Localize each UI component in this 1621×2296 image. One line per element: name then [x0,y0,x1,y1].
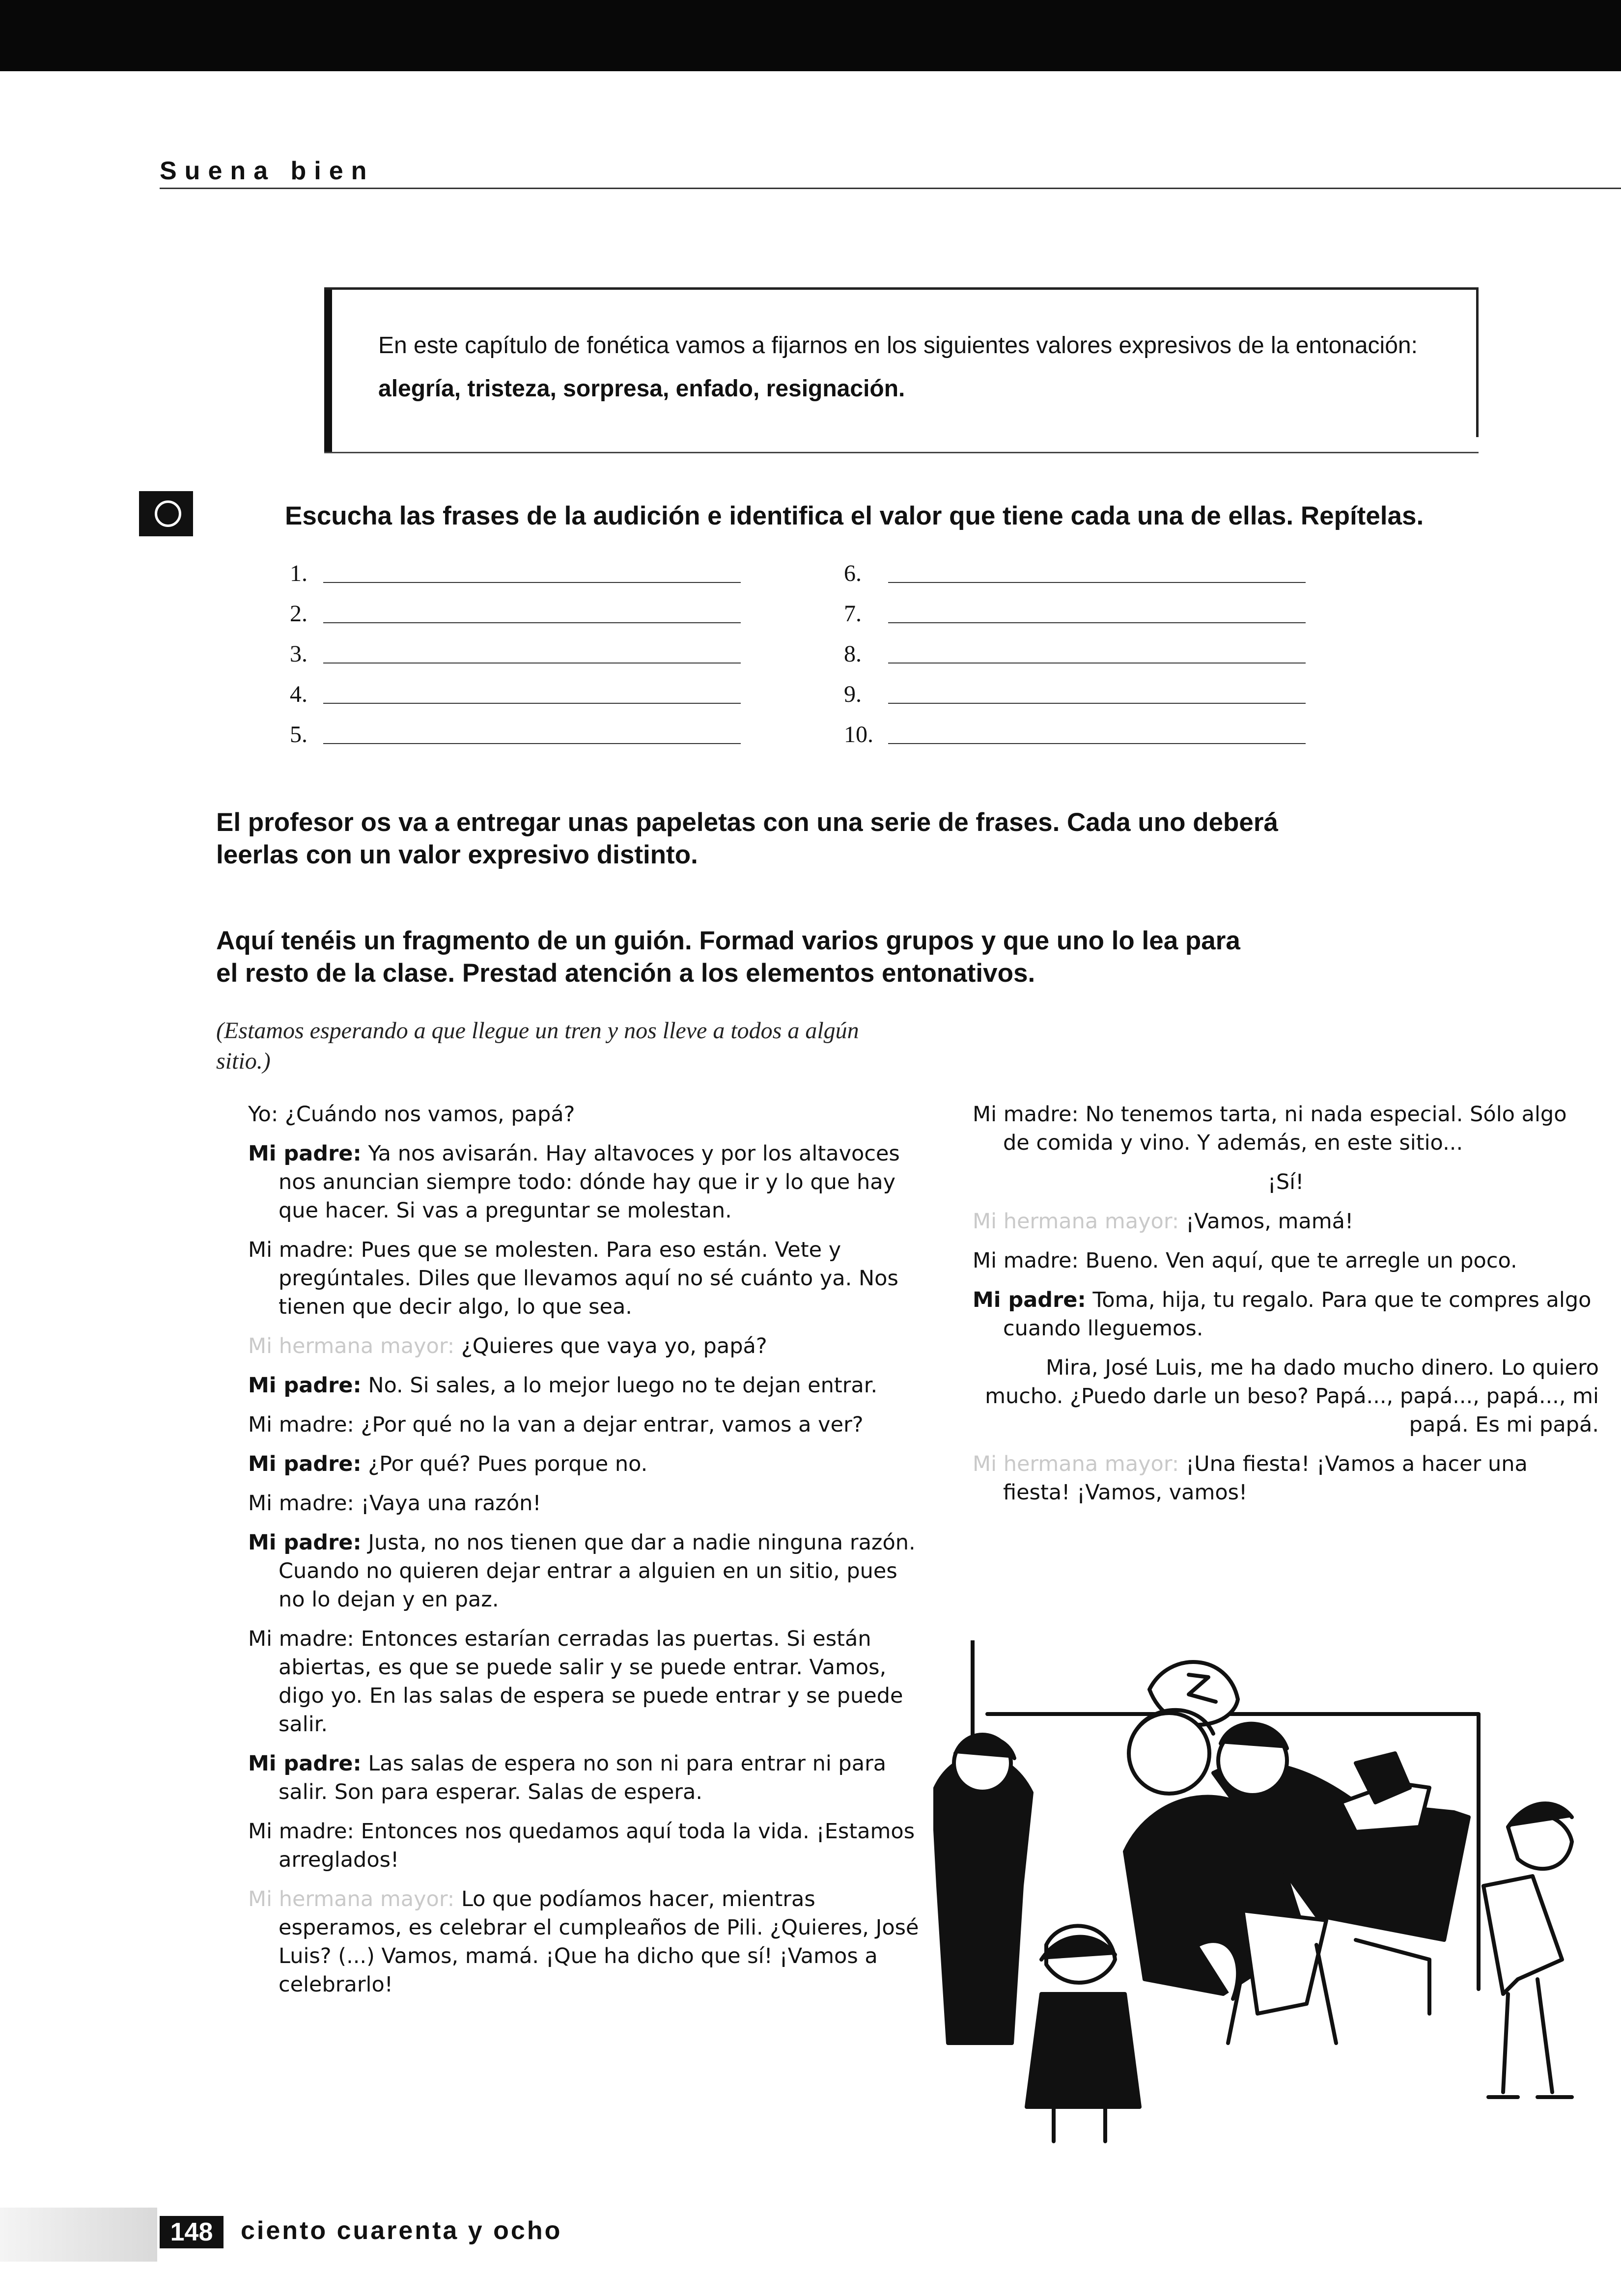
audio-cd-icon [139,491,193,536]
dialogue-text: ¡Una fiesta! ¡Vamos a hacer una fiesta! ¡Vamos, vamos! [1003,1452,1528,1505]
dialogue-line [248,1139,921,1225]
intro-line-1: En este capítulo de fonética vamos a fijarnos en los siguientes valores expresivos de la entonación: [378,332,1418,359]
speaker-label: Yo: [248,1102,279,1127]
speaker-label: Mi padre: [248,1452,362,1476]
dialogue-line [248,1100,921,1129]
top-black-band [0,0,1621,71]
speaker-label: Mi padre: [973,1288,1086,1312]
answer-number: 3. [290,641,307,667]
speaker-label: Mi madre: [248,1819,354,1844]
answer-number: 6. [844,560,862,586]
answer-blank[interactable] [323,622,741,623]
answer-row[interactable] [290,640,747,681]
dialogue-text: Toma, hija, tu regalo. Para que te compres algo cuando lleguemos. [1003,1288,1592,1341]
speaker-label: Mi padre: [248,1751,362,1776]
dialogue-text: Justa, no nos tienen que dar a nadie ninguna razón. Cuando no quieren dejar entrar a alguien en un sitio, pues no lo dejan y en paz. [279,1530,916,1612]
answer-blank[interactable] [323,582,741,583]
speaker-label: Mi madre: [973,1248,1079,1273]
answer-row[interactable] [844,721,1315,761]
dialogue-line [248,1411,921,1439]
answer-blank[interactable] [323,703,741,704]
dialogue-text: Lo que podíamos hacer, mientras esperamos, es celebrar el cumpleaños de Pili. ¿Quieres, José Luis? (...) Vamos, mamá. ¡Que ha dicho que sí! ¡Vamos a celebrarlo! [279,1887,919,1997]
dialogue-text: Bueno. Ven aquí, que te arregle un poco. [1085,1248,1517,1273]
dialogue-text: ¿Por qué no la van a dejar entrar, vamos a ver? [361,1412,864,1437]
answer-row[interactable] [844,560,1315,600]
answer-blank[interactable] [323,743,741,744]
answer-row[interactable] [844,600,1315,640]
answer-blank[interactable] [323,663,741,664]
dialogue-line [973,1246,1599,1275]
dialogue-right-column [973,1100,1599,1518]
answer-row[interactable] [290,600,747,640]
speaker-label: Mi madre: [248,1627,354,1651]
dialogue-text: No. Si sales, a lo mejor luego no te dejan entrar. [368,1373,878,1398]
dialogue-line [973,1450,1599,1507]
dialogue-line [973,1286,1599,1343]
answer-number: 1. [290,560,307,586]
answer-row[interactable] [290,681,747,721]
answer-row[interactable] [844,681,1315,721]
answer-number: 5. [290,721,307,747]
answer-number: 7. [844,601,862,627]
dialogue-line [248,1625,921,1739]
dialogue-left-column [248,1100,921,2010]
answer-blank[interactable] [888,582,1306,583]
answer-number: 4. [290,681,307,707]
answer-number: 9. [844,681,862,707]
dialogue-text: Entonces estarían cerradas las puertas. Si están abiertas, es que se puede salir y se puede entrar. Vamos, digo yo. En las salas de espera se puede entrar y se puede salir. [279,1627,903,1737]
speaker-label: Mi padre: [248,1141,362,1166]
exercise-2-line-2: leerlas con un valor expresivo distinto. [216,840,698,869]
dialogue-text: No tenemos tarta, ni nada especial. Sólo algo de comida y vino. Y además, en este sitio... [1003,1102,1567,1155]
dialogue-text: Ya nos avisarán. Hay altavoces y por los altavoces nos anuncian siempre todo: dónde hay que ir y lo que hay que hacer. Si vas a preguntar se molestan. [279,1141,900,1223]
answer-blank[interactable] [888,703,1306,704]
stage-direction: (Estamos esperando a que llegue un tren y nos lleve a todos a algún sitio.) [216,1018,859,1074]
page-number: 148 [160,2216,224,2248]
exercise-2-line-1: El profesor os va a entregar unas papeletas con una serie de frases. Cada uno deberá [216,808,1279,837]
answer-blank[interactable] [888,743,1306,744]
dialogue-line [973,1100,1599,1157]
page-number-words: ciento cuarenta y ocho [241,2216,562,2245]
dialogue-line [248,1528,921,1614]
intro-text [378,324,1469,411]
exercise-2-instruction [216,806,1444,871]
dialogue-text: Entonces nos quedamos aquí toda la vida. ¡Estamos arreglados! [279,1819,915,1872]
speaker-label: Mi padre: [248,1530,362,1555]
dialogue-line [248,1236,921,1321]
answer-list-left [290,560,747,766]
answer-number: 8. [844,641,862,667]
dialogue-line [248,1332,921,1360]
dialogue-text: ¡Vamos, mamá! [1185,1209,1354,1234]
speaker-label: Mi madre: [248,1238,354,1262]
dialogue-line [973,1354,1599,1439]
section-title: Suena bien [160,157,375,185]
exercise-3-line-2: el resto de la clase. Prestad atención a los elementos entonativos. [216,959,1035,988]
speaker-label: Mi padre: [248,1373,362,1398]
dialogue-line [248,1371,921,1400]
dialogue-text: ¿Cuándo nos vamos, papá? [285,1102,575,1127]
footer-left-shading [0,2208,157,2262]
dialogue-text: ¿Quieres que vaya yo, papá? [461,1334,767,1358]
answer-number: 2. [290,601,307,627]
answer-blank[interactable] [888,622,1306,623]
speaker-label: Mi hermana mayor: [973,1452,1179,1476]
dialogue-line [248,1817,921,1874]
answer-row[interactable] [290,721,747,761]
speaker-label: Mi hermana mayor: [248,1887,455,1911]
dialogue-text: ¡Sí! [1267,1170,1304,1194]
answer-number: 10. [844,721,873,747]
answer-row[interactable] [844,640,1315,681]
dialogue-line [248,1885,921,1999]
dialogue-text: Las salas de espera no son ni para entrar ni para salir. Son para esperar. Salas de espera. [279,1751,887,1804]
dialogue-line [248,1489,921,1518]
speaker-label: Mi hermana mayor: [248,1334,455,1358]
speaker-label: Mi madre: [248,1412,354,1437]
speaker-label: Mi hermana mayor: [973,1209,1179,1234]
exercise-1-instruction: Escucha las frases de la audición e identifica el valor que tiene cada una de ellas. Repítelas. [285,501,1424,530]
dialogue-text: ¿Por qué? Pues porque no. [368,1452,648,1476]
exercise-3-line-1: Aquí tenéis un fragmento de un guión. Formad varios grupos y que uno lo lea para [216,926,1240,955]
speaker-label: Mi madre: [248,1491,354,1516]
answer-row[interactable] [290,560,747,600]
exercise-3-instruction [216,925,1444,990]
answer-blank[interactable] [888,663,1306,664]
speaker-label: Mi madre: [973,1102,1079,1127]
intro-line-2: alegría, tristeza, sorpresa, enfado, resignación. [378,376,905,402]
dialogue-text: ¡Vaya una razón! [361,1491,541,1516]
dialogue-line [973,1168,1599,1196]
section-title-rule [160,188,1621,189]
dialogue-line [973,1207,1599,1236]
family-waiting-room-illustration [933,1640,1592,2151]
answer-list-right [844,560,1315,766]
dialogue-text: Mira, José Luis, me ha dado mucho dinero. Lo quiero mucho. ¿Puedo darle un beso? Papá..., papá..., papá..., mi papá. Es mi papá. [985,1355,1599,1437]
dialogue-line [248,1450,921,1478]
dialogue-line [248,1749,921,1806]
dialogue-text: Pues que se molesten. Para eso están. Vete y pregúntales. Diles que llevamos aquí no sé cuánto ya. Nos tienen que decir algo, lo que sea. [279,1238,898,1319]
